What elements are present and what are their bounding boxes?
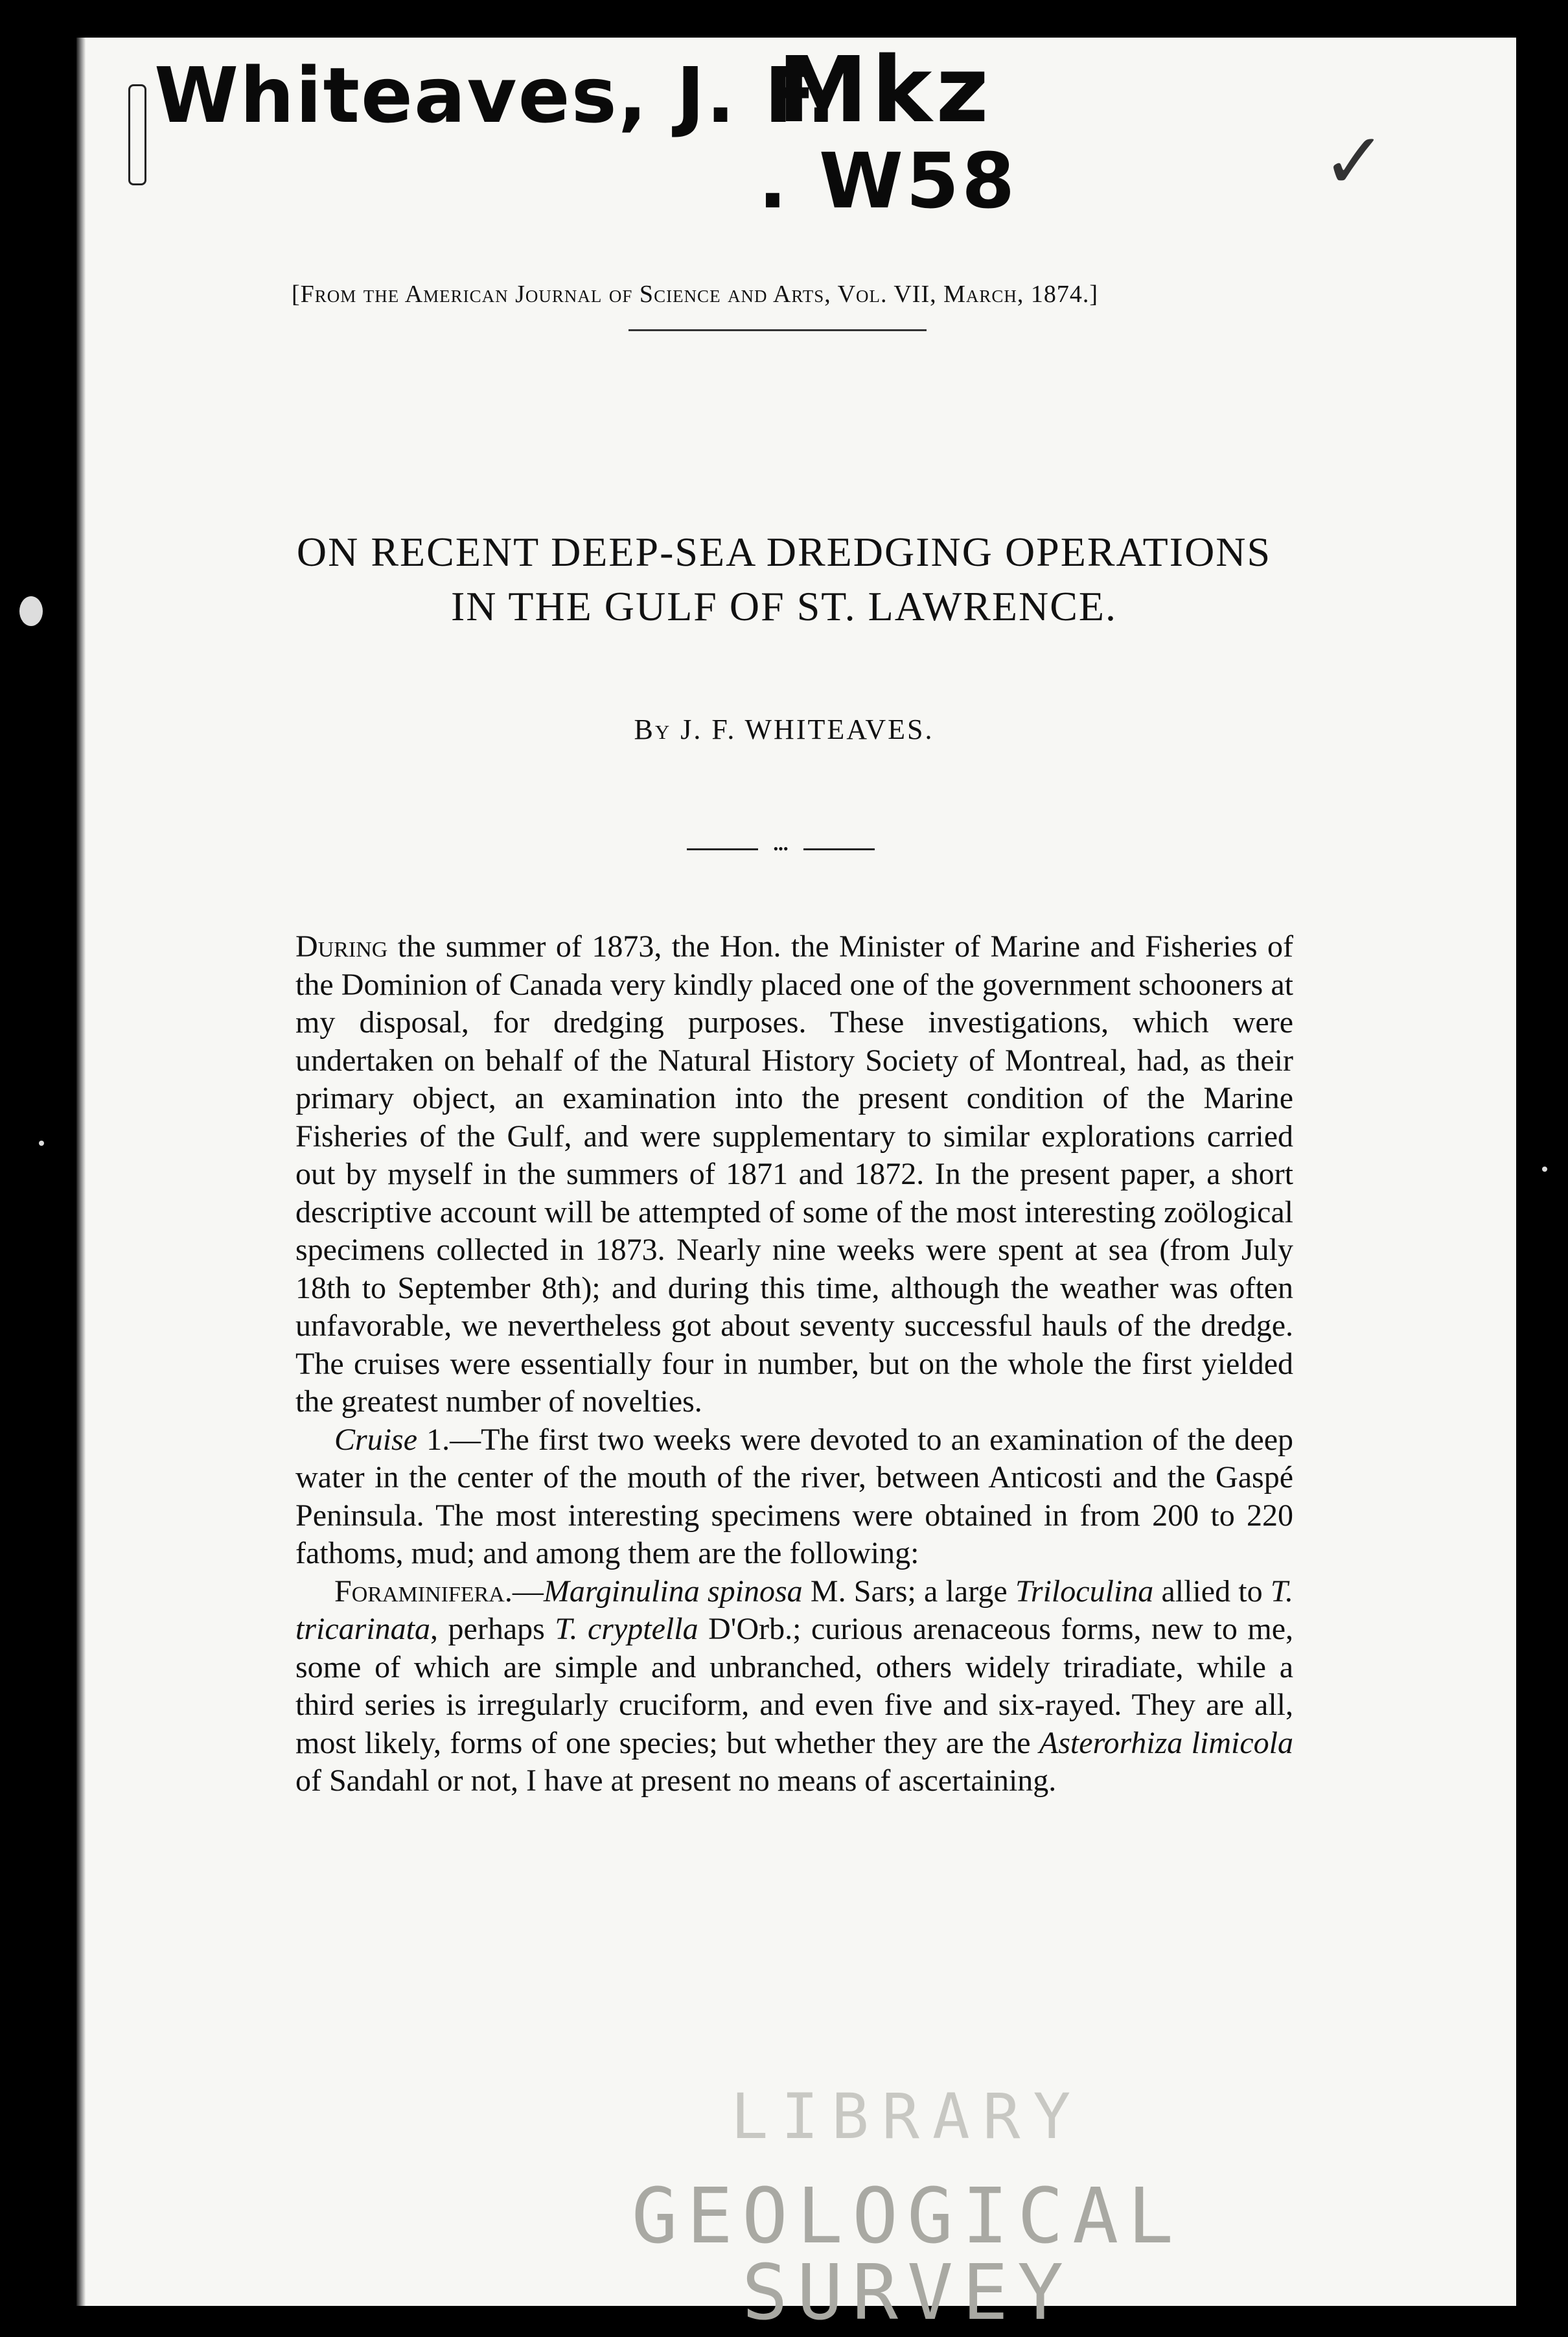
paragraph-3-text-5: of Sandahl or not, I have at present no means of ascertaining. [295, 1763, 1057, 1798]
check-mark-icon: ✓ [1322, 117, 1387, 207]
paragraph-1-text: the summer of 1873, the Hon. the Minister of Marine and Fisheries of the Dominion of Canada very kindly placed one of the government schooners at my disposal, for dredging purposes. These investigations, which were undertaken on behalf of the Natural History Society of Montreal, had, as their primary object, an examination into the present condition of the Marine Fisheries of the Gulf, and were supplementary to similar explorations carried out by myself in the summers of 1871 and 1872. In the present paper, a short descriptive account will be attempted of some of the most interesting zoölogical specimens collected in 1873. Nearly nine weeks were spent at sea (from July 18th to September 8th); and during this time, although the weather was often unfavorable, we nevertheless got about seventy successful hauls of the dredge. The cruises were essentially four in number, but on the whole the first yielded the greatest number of novelties. [295, 929, 1293, 1419]
paragraph-3 [295, 1573, 1293, 1800]
scan-speck [1542, 1167, 1547, 1172]
species-name-5: Asterorhiza limicola [1039, 1725, 1293, 1760]
paragraph-3-lead: Foraminifera. [334, 1574, 513, 1609]
species-name-2: Triloculina [1015, 1574, 1154, 1609]
title-line-1: ON RECENT DEEP-SEA DREDGING OPERATIONS [296, 529, 1272, 575]
paragraph-2-text: 1.—The first two weeks were devoted to an examination of the deep water in the center of the mouth of the river, between Anticosti and the Gaspé Peninsula. The most interesting specimens were obtained in from 200 to 220 fathoms, mud; and among them are the following: [295, 1422, 1293, 1570]
species-name-3: T. tricarinata [295, 1574, 1294, 1646]
library-stamp [505, 2080, 1309, 2337]
stamp-line-survey: GEOLOGICAL SURVEY [631, 2171, 1183, 2337]
source-divider [628, 329, 927, 331]
journal-source-line: [From the American Journal of Science and Arts, Vol. VII, March, 1874.] [292, 281, 1099, 308]
ornament-divider: ••• [687, 843, 875, 855]
handwritten-call-number-line1: Mkz [778, 38, 993, 143]
paragraph-2-lead: Cruise [334, 1422, 418, 1457]
article-byline: By J. F. WHITEAVES. [634, 714, 934, 745]
stamp-line-library: LIBRARY [730, 2080, 1084, 2153]
binding-staple-mark [128, 84, 146, 185]
species-name-4: T. cryptella [555, 1612, 698, 1646]
article-body [295, 928, 1293, 1800]
paragraph-1 [295, 928, 1293, 1421]
title-line-2: IN THE GULF OF ST. LAWRENCE. [450, 583, 1118, 629]
paragraph-2 [295, 1421, 1293, 1573]
paragraph-1-lead: During [295, 929, 388, 964]
paragraph-3-text-3: , perhaps [430, 1612, 555, 1646]
page-edge-shadow [76, 38, 86, 2306]
paragraph-3-text-1: M. Sars; a large [802, 1574, 1015, 1609]
handwritten-author-name: Whiteaves, J. F. [154, 51, 837, 140]
ornament-right-line [803, 848, 875, 850]
ornament-left-line [687, 848, 758, 850]
scan-speck [39, 1141, 44, 1146]
species-name-1: Marginulina spinosa [543, 1574, 803, 1609]
paragraph-3-text-2: allied to [1153, 1574, 1271, 1609]
handwritten-call-number-line2: . W58 [758, 136, 1018, 226]
article-title [156, 525, 1412, 634]
paragraph-3-dash: — [512, 1574, 544, 1609]
paragraph-3-text-4: D'Orb.; curious arenaceous forms, new to me, some of which are simple and unbranched, others widely triradiate, while a third series is irregularly cruciform, and even five and six-rayed. They are all, most likely, forms of one species; but whether they are the [295, 1612, 1294, 1760]
scan-speck [19, 596, 43, 626]
